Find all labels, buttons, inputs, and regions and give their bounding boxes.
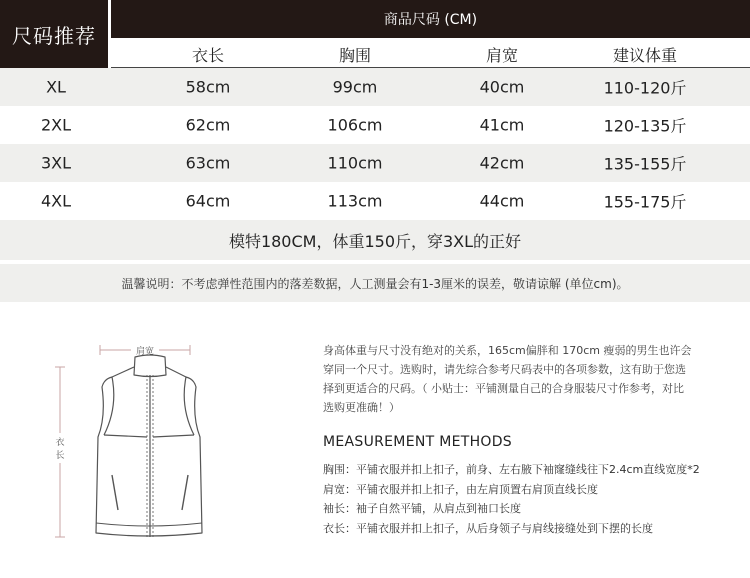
table-row bbox=[0, 182, 750, 220]
length-cell: 63cm bbox=[185, 153, 231, 173]
size-recommend-title: 尺码推荐 bbox=[0, 0, 108, 68]
column-header-weight: 建议体重 bbox=[612, 46, 678, 65]
model-info: 模特180CM，体重150斤，穿3XL的正好 bbox=[0, 220, 750, 260]
length-cell: 58cm bbox=[185, 77, 231, 97]
measurement-item-chest: 胸围：平铺衣服并扣上扣子，前身、左右腋下袖窿缝线往下2.4cm直线宽度*2 bbox=[323, 463, 700, 476]
measurement-methods-title: MEASUREMENT METHODS bbox=[323, 434, 512, 450]
weight-cell: 110-120斤 bbox=[603, 78, 687, 98]
measurement-note: 温馨说明：不考虑弹性范围内的落差数据，人工测量会有1-3厘米的误差，敬请谅解 (单位cm)。 bbox=[0, 264, 750, 302]
weight-cell: 155-175斤 bbox=[603, 192, 687, 212]
measurement-methods-list bbox=[323, 460, 743, 538]
column-header-chest: 胸围 bbox=[338, 46, 372, 65]
chest-cell: 110cm bbox=[327, 153, 383, 173]
size-description bbox=[323, 341, 723, 417]
shoulder-cell: 42cm bbox=[479, 153, 525, 173]
column-header-row bbox=[111, 41, 750, 68]
size-cell: 3XL bbox=[40, 153, 72, 173]
size-cell: XL bbox=[46, 77, 66, 97]
column-header-length: 衣长 bbox=[191, 46, 225, 65]
size-cell: 4XL bbox=[40, 191, 72, 211]
length-label-top: 衣 bbox=[55, 438, 65, 448]
table-row bbox=[0, 68, 750, 106]
weight-cell: 135-155斤 bbox=[603, 154, 687, 174]
size-cell: 2XL bbox=[40, 115, 72, 135]
length-label-bottom: 长 bbox=[55, 451, 65, 461]
table-row bbox=[0, 106, 750, 144]
table-row bbox=[0, 144, 750, 182]
measurement-item-shoulder: 肩宽：平铺衣服并扣上扣子，由左肩顶置右肩顶直线长度 bbox=[323, 482, 598, 496]
description-line: 身高体重与尺寸没有绝对的关系，165cm偏胖和 170cm 瘦弱的男生也许会 bbox=[323, 344, 692, 357]
size-table-title: 商品尺码 (CM) bbox=[111, 0, 750, 38]
shoulder-cell: 40cm bbox=[479, 77, 525, 97]
chest-cell: 99cm bbox=[332, 77, 378, 97]
description-line: 择到更适合的尺码。（ 小贴士：平铺测量自己的合身服装尺寸作参考，对比 bbox=[323, 382, 684, 395]
length-cell: 62cm bbox=[185, 115, 231, 135]
shoulder-cell: 41cm bbox=[479, 115, 525, 135]
description-line: 穿同一个尺寸。选购时，请先综合参考尺码表中的各项参数，这有助于您选 bbox=[323, 363, 686, 376]
vest-diagram bbox=[40, 325, 240, 555]
length-cell: 64cm bbox=[185, 191, 231, 211]
shoulder-cell: 44cm bbox=[479, 191, 525, 211]
weight-cell: 120-135斤 bbox=[603, 116, 687, 136]
chest-cell: 106cm bbox=[327, 115, 383, 135]
column-header-shoulder: 肩宽 bbox=[485, 46, 519, 65]
chest-cell: 113cm bbox=[327, 191, 383, 211]
measurement-item-length: 衣长：平铺衣服并扣上扣子，从后身领子与肩线接缝处到下摆的长度 bbox=[323, 521, 653, 535]
shoulder-width-label: 肩宽 bbox=[135, 347, 155, 357]
description-line: 选购更准确！） bbox=[323, 401, 400, 414]
measurement-item-sleeve: 袖长：袖子自然平铺，从肩点到袖口长度 bbox=[323, 502, 521, 515]
